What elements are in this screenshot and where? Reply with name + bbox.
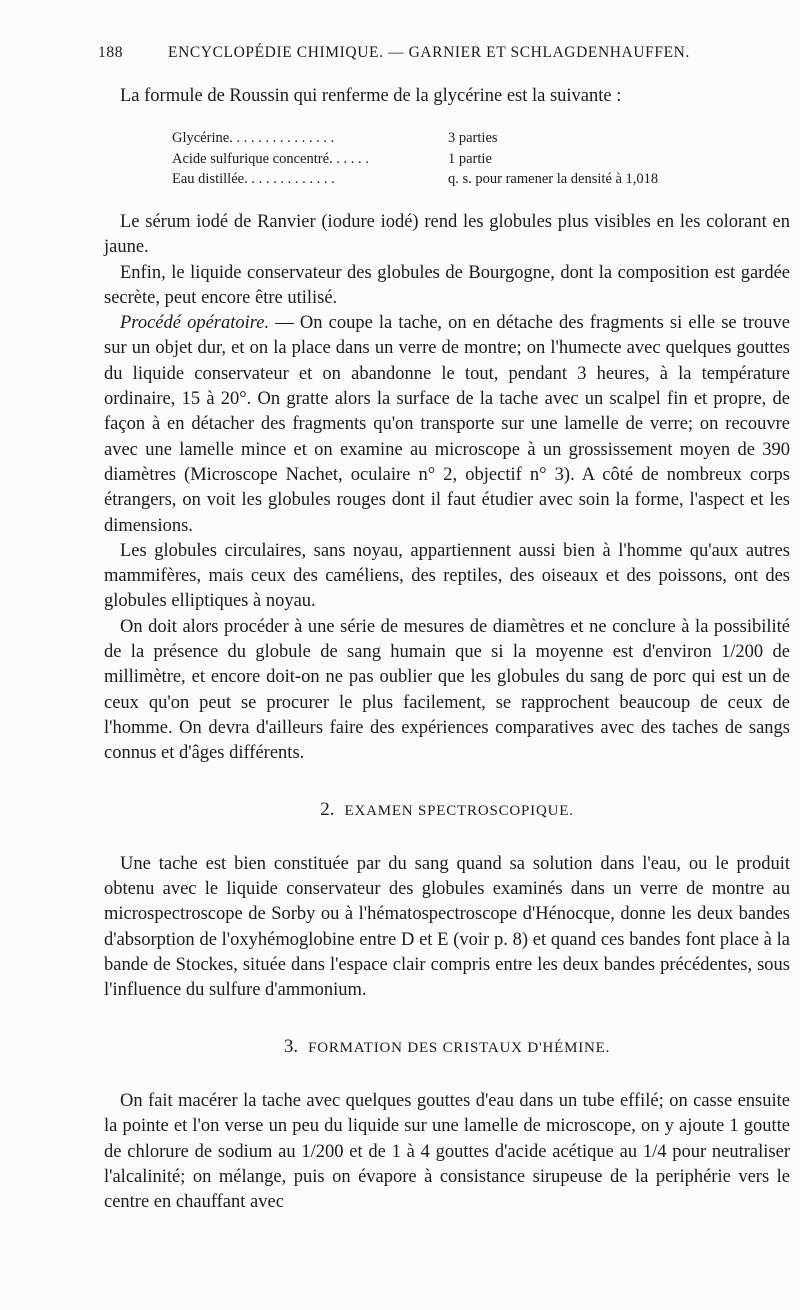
recipe-quantity: 3 parties [448,130,498,146]
procede-label: Procédé opératoire. [120,313,270,334]
section-2-heading [104,797,790,824]
procede-text: — On coupe la tache, on en détache des fragments si elle se trouve sur un objet dur, et on la place dans un verre de montre; on l'humecte avec quelques gouttes du liquide conservateur et on abandonne le tout, pendant 3 heures, à la température ordinaire, 15 à 20°. On gratte alors la surface de la tache avec un scalpel fin et propre, de façon à en détacher des fragments qu'on transporte sur une lamelle de verre; on recouvre avec une lamelle mince et on examine au microscope à un grossissement moyen de 390 diamètres (Microscope Nachet, oculaire n° 2, objectif n° 3). A côté de nombreux corps étrangers, on voit les globules rouges dont il faut étudier avec soin la forme, l'aspect et les dimensions. [104,313,790,536]
recipe-ingredient: Eau distillée. . . . . . . . . . . . . [172,171,335,187]
recipe-row [172,149,658,170]
paragraph-bourgogne: Enfin, le liquide conservateur des globules de Bourgogne, dont la composition est gardée secrète, peut encore être utilisé. [104,262,790,308]
paragraph-procede [104,311,790,539]
recipe-quantity: 1 partie [448,150,492,167]
running-header [98,44,788,62]
paragraph-mesures: On doit alors procéder à une série de mesures de diamètres et ne conclure à la possibilité de la présence du globule de sang humain que si la moyenne est d'environ 1/200 de millimètre, et encore doit-on ne pas oublier que les globules du sang de porc qui est un de ceux qu'on peut se procurer le plus facilement, se rapprochent beaucoup de ceux de l'homme. On devra d'ailleurs faire des expériences comparatives avec des taches de sangs connus et d'âges différents. [104,616,790,764]
paragraph-globules: Les globules circulaires, sans noyau, appartiennent aussi bien à l'homme qu'aux autres mammifères, mais ceux des caméliens, des reptiles, des oiseaux et des poissons, ont des globules elliptiques à noyau. [104,540,790,612]
paragraph-spectroscopique: Une tache est bien constituée par du sang quand sa solution dans l'eau, ou le produit obtenu avec le liquide conservateur des globules examinés dans un verre de montre au microspectroscope de Sorby ou à l'hématospectroscope d'Hénocque, donne les deux bandes d'absorption de l'oxyhémoglobine entre D et E (voir p. 8) et quand ces bandes font place à la bande de Stockes, située dans l'espace clair compris entre les deux bandes précédentes, sous l'influence du sulfure d'ammonium. [104,853,790,1001]
recipe-row [172,128,658,149]
section-2-number: 2. [320,798,335,820]
section-3-heading [104,1034,790,1061]
page-number: 188 [98,44,124,61]
section-3-title: FORMATION DES CRISTAUX D'HÉMINE. [308,1039,611,1056]
recipe-table [172,128,658,190]
recipe-ingredient: Glycérine. . . . . . . . . . . . . . . [172,130,335,146]
paragraph-hemine: On fait macérer la tache avec quelques gouttes d'eau dans un tube effilé; on casse ensuite la pointe et l'on verse un peu du liquide sur une lamelle de microscope, on y ajoute 1 goutte de chlorure de sodium au 1/200 et de 1 à 4 gouttes d'acide acétique au 1/4 pour neutraliser l'alcalinité; on mélange, puis on évapore à consistance sirupeuse de la periphérie vers le centre en chauffant avec [104,1090,790,1213]
intro-line: La formule de Roussin qui renferme de la glycérine est la suivante : [120,86,622,106]
recipe-ingredient: Acide sulfurique concentré. . . . . . [172,150,369,167]
section-3-number: 3. [283,1035,299,1057]
recipe-quantity: q. s. pour ramener la densité à 1,018 [448,171,659,187]
recipe-row [172,169,658,190]
paragraph-ranvier: Le sérum iodé de Ranvier (iodure iodé) rend les globules plus visibles en les colorant en jaune. [104,212,790,258]
section-2-title: EXAMEN SPECTROSCOPIQUE. [344,802,574,819]
body-text [104,210,790,1215]
running-title: ENCYCLOPÉDIE CHIMIQUE. — GARNIER ET SCHLAGDENHAUFFEN. [168,44,690,61]
